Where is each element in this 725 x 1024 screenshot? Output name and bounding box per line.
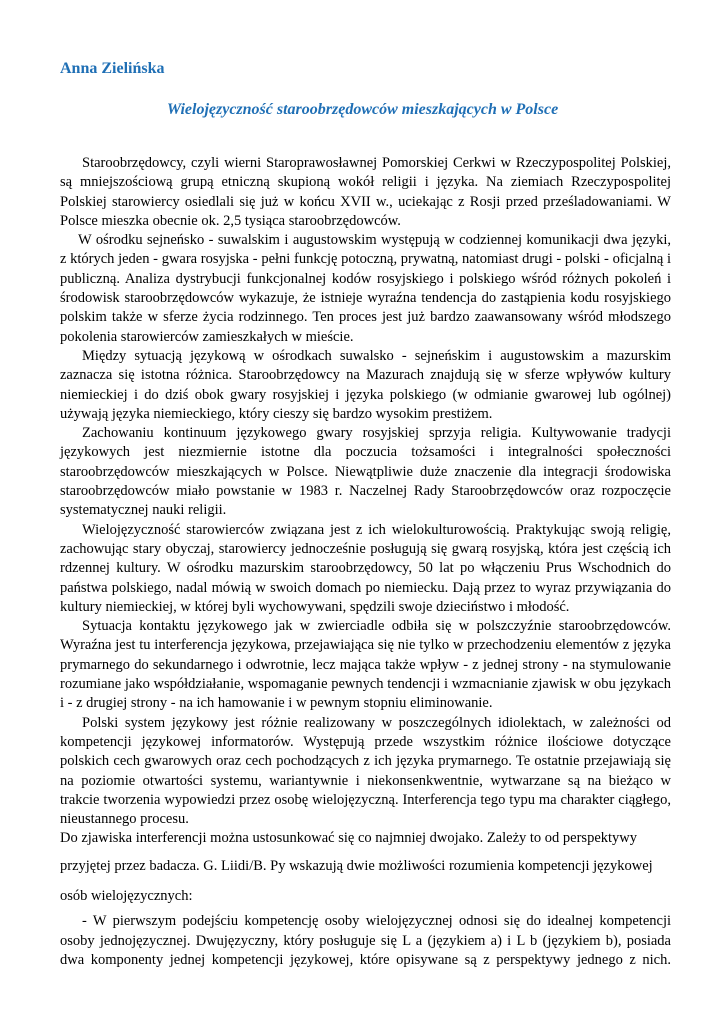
paragraph: Wielojęzyczność starowierców związana jest z ich wielokulturowością. Praktykując swoją religię, zachowując stary obyczaj, starowiercy jednocześnie posługują się gwarą rosyjską, która jest częścią ich rdzennej kultury. W ośrodku mazurskim staroobrzędowcy, 50 lat po włączeniu Prus Wschodnich do państwa polskiego, nadal mówią w swoich domach po niemiecku. Dają przez to wyraz przywiązania do kultury niemieckiej, w której byli wychowywani, spędzili swoje dzieciństwo i młodość. (60, 521, 671, 615)
text-line: osób wielojęzycznych: (60, 888, 193, 905)
author-name: Anna Zielińska (60, 60, 165, 77)
text-line: Do zjawiska interferencji można ustosunkować się co najmniej dwojako. Zależy to od perspektywy (60, 830, 638, 847)
paragraph: - W pierwszym podejściu kompetencję osoby wielojęzycznej odnosi się do idealnej kompetencji osoby jednojęzycznej. Dwujęzyczny, który posługuje się L a (językiem a) i L b (językiem b), posiada dwa komponenty jednej kompetencji językowej, które opisywane są z perspektywy jednego z nich. (60, 913, 671, 968)
paragraph: Polski system językowy jest różnie realizowany w poszczególnych idiolektach, w zależności od kompetencji językowej informatorów. Występują przede wszystkim różnice ilościowe dotyczące polskich cech gwarowych oraz cech pochodzących z ich języka prymarnego. Te ostatnie przejawiają się na poziomie otwartości systemu, wariantywnie i niekonsenkwentnie, wytwarzane są na bieżąco w trakcie tworzenia wypowiedzi przez osobę wielojęzyczną. Interferencja tego typu ma charakter ciągłego, nieustannego procesu. (60, 714, 671, 828)
paragraph: W ośrodku sejneńsko - suwalskim i augustowskim występują w codziennej komunikacji dwa języki, z których jeden - gwara rosyjska - pełni funkcję potoczną, prywatną, natomiast drugi - polski - oficjalną i publiczną. Analiza dystrybucji funkcjonalnej kodów rosyjskiego i polskiego wśród różnych pokoleń i środowisk staroobrzędowców wykazuje, że istnieje wyraźna tendencja do zastąpienia kodu rosyjskiego polskim także w sferze życia rodzinnego. Ten proces jest już bardzo zaawansowany wśród młodszego pokolenia starowierców zamieszkałych w mieście. (60, 232, 671, 345)
paragraph: Zachowaniu kontinuum językowego gwary rosyjskiej sprzyja religia. Kultywowanie tradycji językowych jest niezmiernie istotne dla poczucia tożsamości i integralności społeczności staroobrzędowców mieszkających w Polsce. Niewątpliwie duże znaczenie dla integracji środowiska staroobrzędowców miało powstanie w 1983 r. Naczelnej Rady Staroobrzędowców oraz rozpoczęcie systematycznej nauki religii. (60, 425, 671, 519)
paragraph: Staroobrzędowcy, czyli wierni Staroprawosławnej Pomorskiej Cerkwi w Rzeczypospolitej Polskiej, są mniejszościową grupą etniczną skupioną wokół religii i języka. Na ziemiach Rzeczypospolitej Polskiej starowiercy osiedlali się już w końcu XVII w., uciekając z Rosji przed prześladowaniami. W Polsce mieszka obecnie ok. 2,5 tysiąca staroobrzędowców. (60, 155, 671, 229)
text-line: przyjętej przez badacza. G. Liidi/B. Py wskazują dwie możliwości rozumienia kompetencji językowej (60, 858, 653, 875)
paper-body (60, 154, 671, 970)
paragraph: Sytuacja kontaktu językowego jak w zwierciadle odbiła się w polszczyźnie staroobrzędowców. Wyraźna jest tu interferencja językowa, przejawiająca się nie tylko w przechodzeniu elementów z języka prymarnego do sekundarnego i odwrotnie, lecz mająca także wpływ - z jednej strony - na stymulowanie rozumiane jako współdziałanie, wspomaganie pewnych tendencji i wzmacnianie zjawisk w obu językach i - z drugiej strony - na ich hamowanie i w pewnym stopniu eliminowanie. (60, 618, 671, 712)
paper-title: Wielojęzyczność staroobrzędowców mieszkających w Polsce (166, 101, 559, 118)
paragraph: Między sytuacją językową w ośrodkach suwalsko - sejneńskim i augustowskim a mazurskim zaznacza się istotna różnica. Staroobrzędowcy na Mazurach znajdują się w sferze wpływów kultury niemieckiej i do dziś obok gwary rosyjskiej i języka polskiego (w odmianie gwarowej lub ogólnej) używają języka niemieckiego, który cieszy się bardzo wysokim prestiżem. (60, 347, 671, 422)
